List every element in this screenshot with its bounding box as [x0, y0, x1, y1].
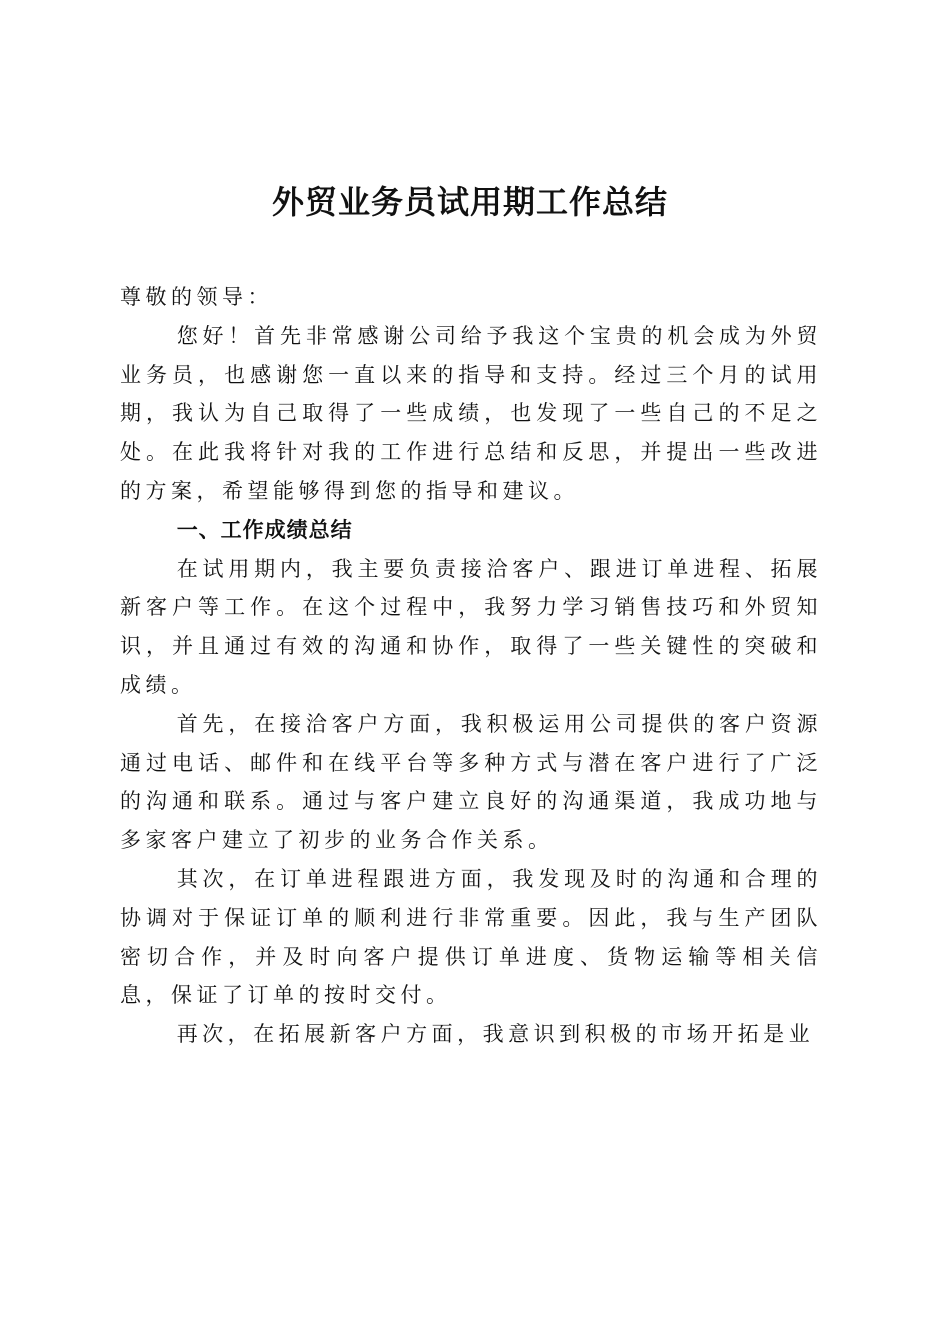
section-heading-work-achievements: 一、工作成绩总结: [176, 517, 353, 542]
section-paragraph: 再次，在拓展新客户方面，我意识到积极的市场开拓是业: [176, 1022, 815, 1047]
salutation: 尊敬的领导：: [120, 285, 273, 309]
section-paragraph: 首先，在接洽客户方面，我积极运用公司提供的客户资源通过电话、邮件和在线平台等多种方式与潜在客户进行了广泛的沟通和联系。通过与客户建立良好的沟通渠道，我成功地与多家客户建立了初步的业务合作关系。: [120, 711, 822, 853]
document-title: 外贸业务员试用期工作总结: [271, 183, 668, 221]
section-paragraph: 在试用期内，我主要负责接洽客户、跟进订单进程、拓展新客户等工作。在这个过程中，我努力学习销售技巧和外贸知识，并且通过有效的沟通和协作，取得了一些关键性的突破和成绩。: [120, 556, 822, 697]
intro-paragraph: 您好！首先非常感谢公司给予我这个宝贵的机会成为外贸业务员，也感谢您一直以来的指导和支持。经过三个月的试用期，我认为自己取得了一些成绩，也发现了一些自己的不足之处。在此我将针对我的工作进行总结和反思，并提出一些改进的方案，希望能够得到您的指导和建议。: [120, 323, 822, 503]
section-paragraph: 其次，在订单进程跟进方面，我发现及时的沟通和合理的协调对于保证订单的顺利进行非常重要。因此，我与生产团队密切合作，并及时向客户提供订单进度、货物运输等相关信息，保证了订单的按时交付。: [120, 866, 822, 1008]
document-body: [120, 278, 822, 1054]
